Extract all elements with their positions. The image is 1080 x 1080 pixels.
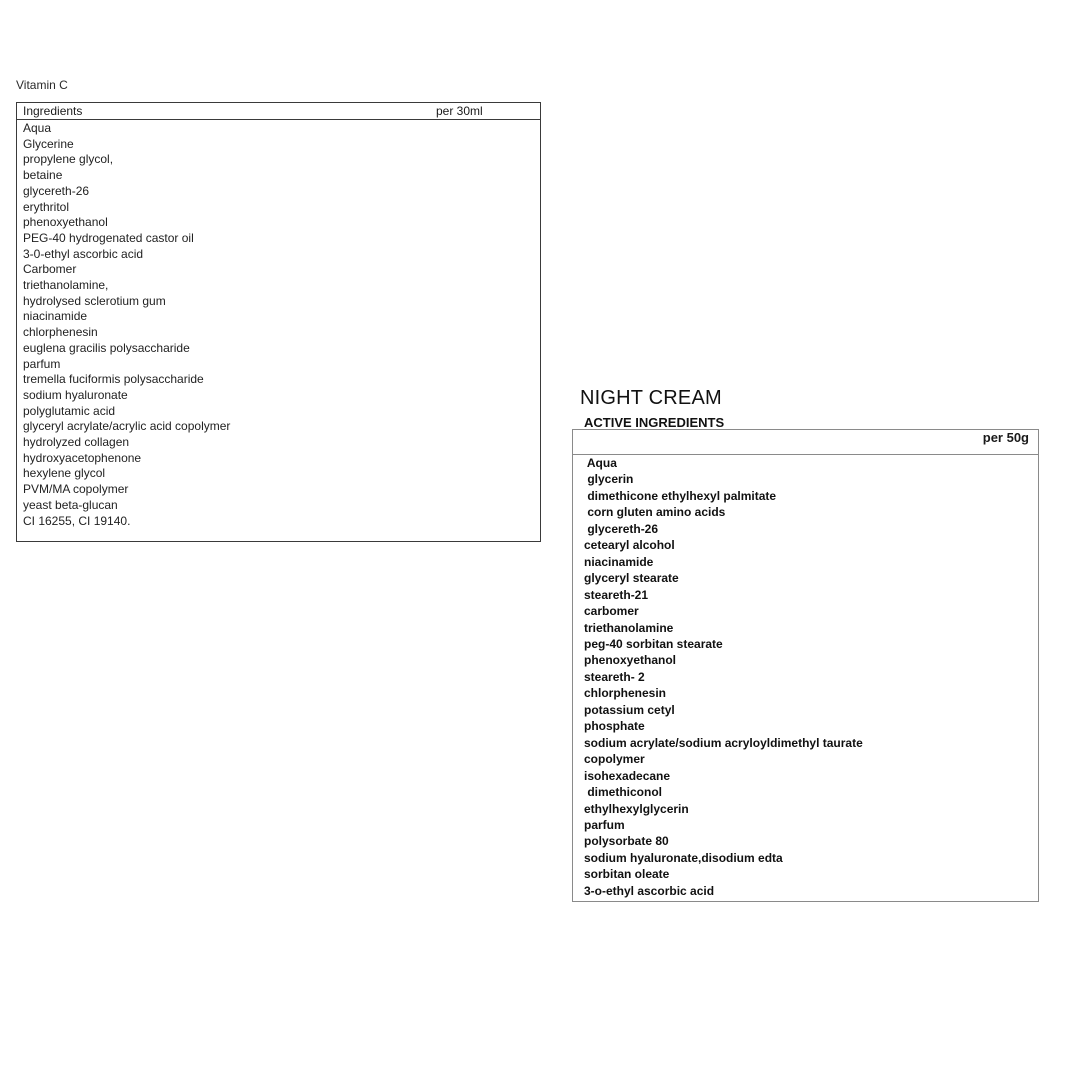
vitamin-c-title: Vitamin C xyxy=(16,78,68,92)
ingredient-item: hydroxyacetophenone xyxy=(23,450,142,465)
vitamin-c-header-amount: per 30ml xyxy=(436,104,483,118)
ingredient-item: glyceryl stearate xyxy=(584,571,679,586)
ingredient-item: 3-0-ethyl ascorbic acid xyxy=(23,246,144,261)
ingredient-item: phosphate xyxy=(584,719,645,734)
night-cream-table-header xyxy=(573,430,1038,455)
night-cream-header-amount: per 50g xyxy=(982,430,1029,445)
vitamin-c-header-ingredients: Ingredients xyxy=(23,104,83,118)
ingredient-item: sodium hyaluronate xyxy=(23,387,128,402)
ingredient-item: sorbitan oleate xyxy=(584,867,670,882)
ingredient-item: cetearyl alcohol xyxy=(584,538,675,553)
ingredient-item: sodium hyaluronate,disodium edta xyxy=(584,850,783,865)
ingredient-item: isohexadecane xyxy=(584,768,671,783)
ingredient-item: potassium cetyl xyxy=(584,702,675,717)
night-cream-title: NIGHT CREAM xyxy=(580,387,722,409)
ingredient-item: Carbomer xyxy=(23,262,77,277)
night-cream-ingredients-table xyxy=(572,429,1039,902)
ingredient-item: chlorphenesin xyxy=(584,686,667,701)
ingredient-item: sodium acrylate/sodium acryloyldimethyl taurate xyxy=(584,735,863,750)
ingredient-item: copolymer xyxy=(584,752,645,767)
ingredient-item: hexylene glycol xyxy=(23,466,106,481)
ingredient-item: erythritol xyxy=(23,199,70,214)
ingredient-item: parfum xyxy=(584,817,625,832)
vitamin-c-table-header xyxy=(17,103,540,120)
ingredient-item: polyglutamic acid xyxy=(23,403,116,418)
ingredient-item: phenoxyethanol xyxy=(584,653,677,668)
ingredient-item: steareth- 2 xyxy=(584,669,645,684)
ingredient-item: ethylhexylglycerin xyxy=(584,801,689,816)
ingredient-item: glycereth-26 xyxy=(584,521,659,536)
ingredient-item: glycerin xyxy=(584,472,634,487)
vitamin-c-ingredients-table xyxy=(16,102,541,542)
ingredient-item: PEG-40 hydrogenated castor oil xyxy=(23,230,194,245)
ingredient-item: Aqua xyxy=(23,121,52,135)
ingredient-item: euglena gracilis polysaccharide xyxy=(23,340,190,355)
ingredient-item: polysorbate 80 xyxy=(584,834,669,849)
ingredient-item: phenoxyethanol xyxy=(23,215,108,230)
ingredient-item: glycereth-26 xyxy=(23,183,90,198)
ingredient-item: dimethiconol xyxy=(584,785,662,800)
ingredient-item: chlorphenesin xyxy=(23,325,98,340)
ingredient-item: tremella fuciformis polysaccharide xyxy=(23,372,204,387)
ingredient-item: 3-o-ethyl ascorbic acid xyxy=(584,883,715,898)
night-cream-ingredient-list xyxy=(573,455,1038,899)
ingredient-item: triethanolamine xyxy=(584,620,674,635)
ingredient-item: dimethicone ethylhexyl palmitate xyxy=(584,488,777,503)
ingredient-item: steareth-21 xyxy=(584,587,649,602)
ingredient-item: corn gluten amino acids xyxy=(584,505,726,520)
ingredient-item: parfum xyxy=(23,356,61,371)
ingredient-item: niacinamide xyxy=(584,554,654,569)
ingredient-item: niacinamide xyxy=(23,309,88,324)
ingredient-item: Glycerine xyxy=(23,136,74,151)
ingredient-item: Aqua xyxy=(584,456,617,470)
ingredient-item: PVM/MA copolymer xyxy=(23,482,129,497)
ingredient-item: triethanolamine, xyxy=(23,278,109,293)
ingredient-item: betaine xyxy=(23,168,63,183)
ingredient-item: hydrolyzed collagen xyxy=(23,435,130,450)
vitamin-c-ingredient-list xyxy=(17,120,540,529)
ingredient-item: hydrolysed sclerotium gum xyxy=(23,293,166,308)
night-cream-subtitle: ACTIVE INGREDIENTS xyxy=(584,415,725,430)
ingredient-item: CI 16255, CI 19140. xyxy=(23,513,131,528)
ingredient-item: propylene glycol, xyxy=(23,152,114,167)
ingredient-item: carbomer xyxy=(584,604,639,619)
ingredient-item: peg-40 sorbitan stearate xyxy=(584,636,723,651)
ingredient-item: yeast beta-glucan xyxy=(23,497,118,512)
ingredient-item: glyceryl acrylate/acrylic acid copolymer xyxy=(23,419,231,434)
